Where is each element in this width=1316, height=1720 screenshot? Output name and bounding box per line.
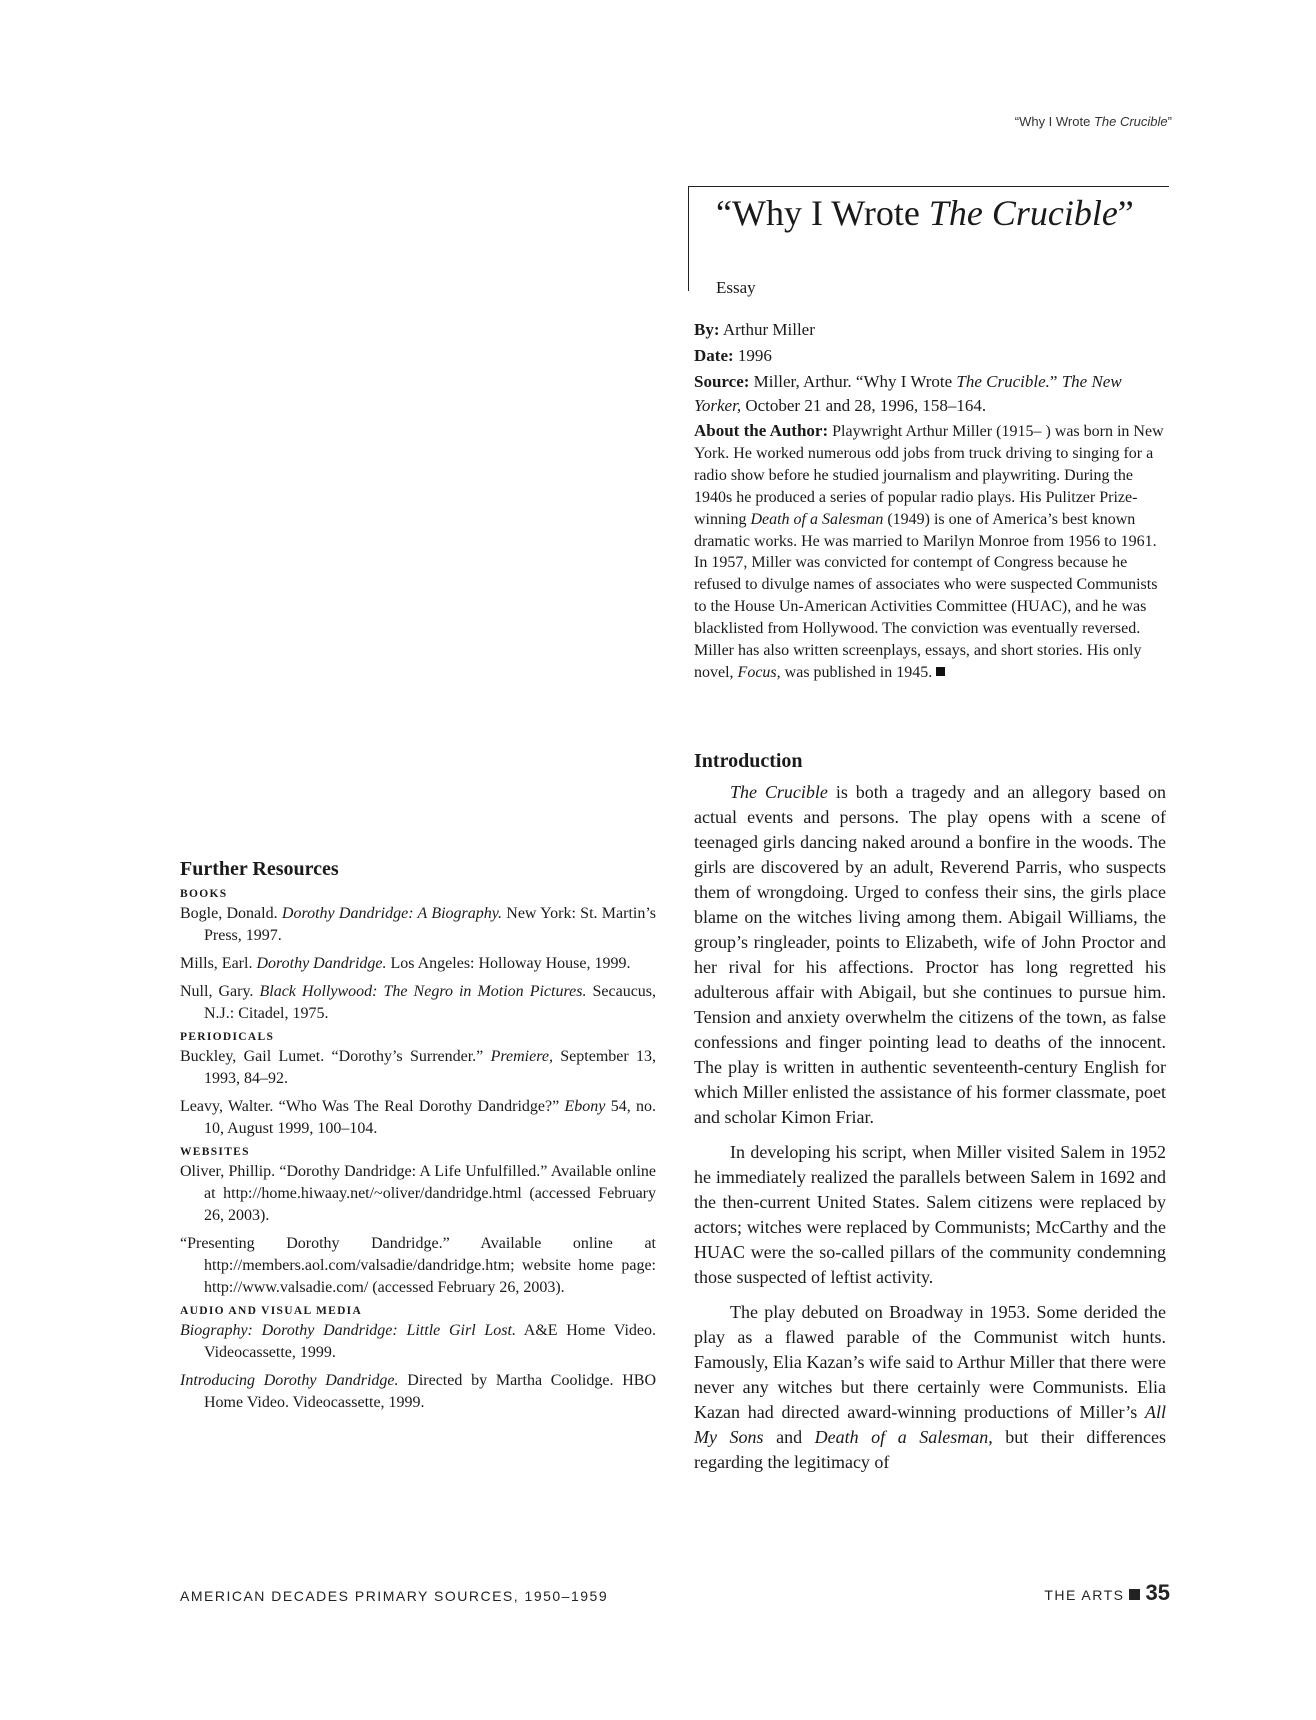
intro-paragraph-3: The play debuted on Broadway in 1953. Some derided the play as a flawed parable of the Communist witch hunts. Famously, Elia Kazan’s wife said to Arthur Miller that there were never any witches but there certainly were Communists. Elia Kazan had directed award-winning productions of Miller’s All My Sons and Death of a Salesman, but their differences regarding the legitimacy of [694, 1302, 1167, 1472]
page-number: 35 [1145, 1580, 1170, 1605]
title-subtitle: Essay [716, 278, 756, 297]
end-mark-icon [936, 667, 945, 676]
reference-item: Oliver, Phillip. “Dorothy Dandridge: A Life Unfulfilled.” Available online at http://home.hiwaay.net/~oliver/dandridge.html (accessed February 26, 2003). [180, 1163, 656, 1224]
reference-item: “Presenting Dorothy Dandridge.” Available online at http://members.aol.com/valsadie/dandridge.htm; website home page: http://www.valsadie.com/ (accessed February 26, 2003). [180, 1235, 656, 1296]
introduction-section [694, 748, 1166, 1485]
reference-item: Null, Gary. Black Hollywood: The Negro in Motion Pictures. Secaucus, N.J.: Citadel, 1975. [180, 983, 657, 1022]
reference-item: Buckley, Gail Lumet. “Dorothy’s Surrender.” Premiere, September 13, 1993, 84–92. [180, 1048, 657, 1087]
websites-heading: WEBSITES [180, 1146, 250, 1158]
about-author: About the Author: Playwright Arthur Miller (1915– ) was born in New York. He worked numerous odd jobs from truck driving to singing for a radio show before he studied journalism and playwriting. During the 1940s he produced a series of popular radio plays. His Pulitzer Prize-winning Death of a Salesman (1949) is one of America’s best known dramatic works. He was married to Marilyn Monroe from 1956 to 1961. In 1957, Miller was convicted for contempt of Congress because he refused to divulge names of associates who were suspected Communists to the House Un-American Activities Committee (HUAC), and he was blacklisted from Hollywood. The conviction was eventually reversed. Miller has also written screenplays, essays, and short stories. His only novel, Focus, was published in 1945. [694, 421, 1164, 681]
reference-item: Introducing Dorothy Dandridge. Directed by Martha Coolidge. HBO Home Video. Videocassette, 1999. [180, 1372, 656, 1411]
running-head: “Why I Wrote The Crucible” [1014, 114, 1172, 129]
further-resources [180, 856, 656, 1420]
footer-publication: AMERICAN DECADES PRIMARY SOURCES, 1950–1959 [180, 1588, 609, 1604]
square-bullet-icon [1129, 1589, 1140, 1600]
media-heading: AUDIO AND VISUAL MEDIA [180, 1305, 363, 1317]
introduction-heading: Introduction [694, 750, 803, 772]
footer-section: THE ARTS [1044, 1587, 1125, 1603]
date-line: Date: 1996 [694, 346, 772, 365]
intro-paragraph-2: In developing his script, when Miller visited Salem in 1952 he immediately realized the parallels between Salem in 1692 and the then-current United States. Salem citizens were replaced by actors; witches were replaced by Communists; McCarthy and the HUAC were the so-called pillars of the community condemning those suspected of leftist activity. [694, 1142, 1166, 1287]
intro-paragraph-1: The Crucible is both a tragedy and an allegory based on actual events and persons. The play opens with a scene of teenaged girls dancing naked around a bonfire in the woods. The girls are discovered by an adult, Reverend Parris, who suspects them of wrongdoing. Urged to confess their sins, the girls place blame on the witches living among them. Abigail Williams, the group’s ringleader, points to Elizabeth, wife of John Proctor and her rival for his affections. Proctor has long regretted his adulterous affair with Abigail, but she continues to pursue him. Tension and anxiety overwhelm the citizens of the town, as false confessions and finger pointing lead to deaths of the innocent. The play is written in authentic seventeenth-century English for which Miller enlisted the assistance of his former classmate, poet and scholar Kimon Friar. [694, 782, 1166, 1127]
reference-item: Biography: Dorothy Dandridge: Little Girl Lost. A&E Home Video. Videocassette, 1999. [180, 1322, 656, 1361]
footer-page-info [1044, 1580, 1170, 1606]
reference-item: Bogle, Donald. Dorothy Dandridge: A Biography. New York: St. Martin’s Press, 1997. [180, 905, 657, 944]
reference-item: Mills, Earl. Dorothy Dandridge. Los Angeles: Holloway House, 1999. [180, 955, 631, 972]
periodicals-heading: PERIODICALS [180, 1031, 275, 1043]
books-heading: BOOKS [180, 888, 228, 900]
source-info [694, 318, 1164, 684]
further-resources-heading: Further Resources [180, 858, 339, 880]
author-line: By: Arthur Miller [694, 320, 815, 339]
source-line: Source: Miller, Arthur. “Why I Wrote The Crucible.” The New Yorker, October 21 and 28, 1996, 158–164. [694, 372, 1122, 415]
reference-item: Leavy, Walter. “Who Was The Real Dorothy Dandridge?” Ebony 54, no. 10, August 1999, 100–104. [180, 1098, 657, 1137]
page-title: “Why I Wrote The Crucible” [716, 193, 1134, 233]
